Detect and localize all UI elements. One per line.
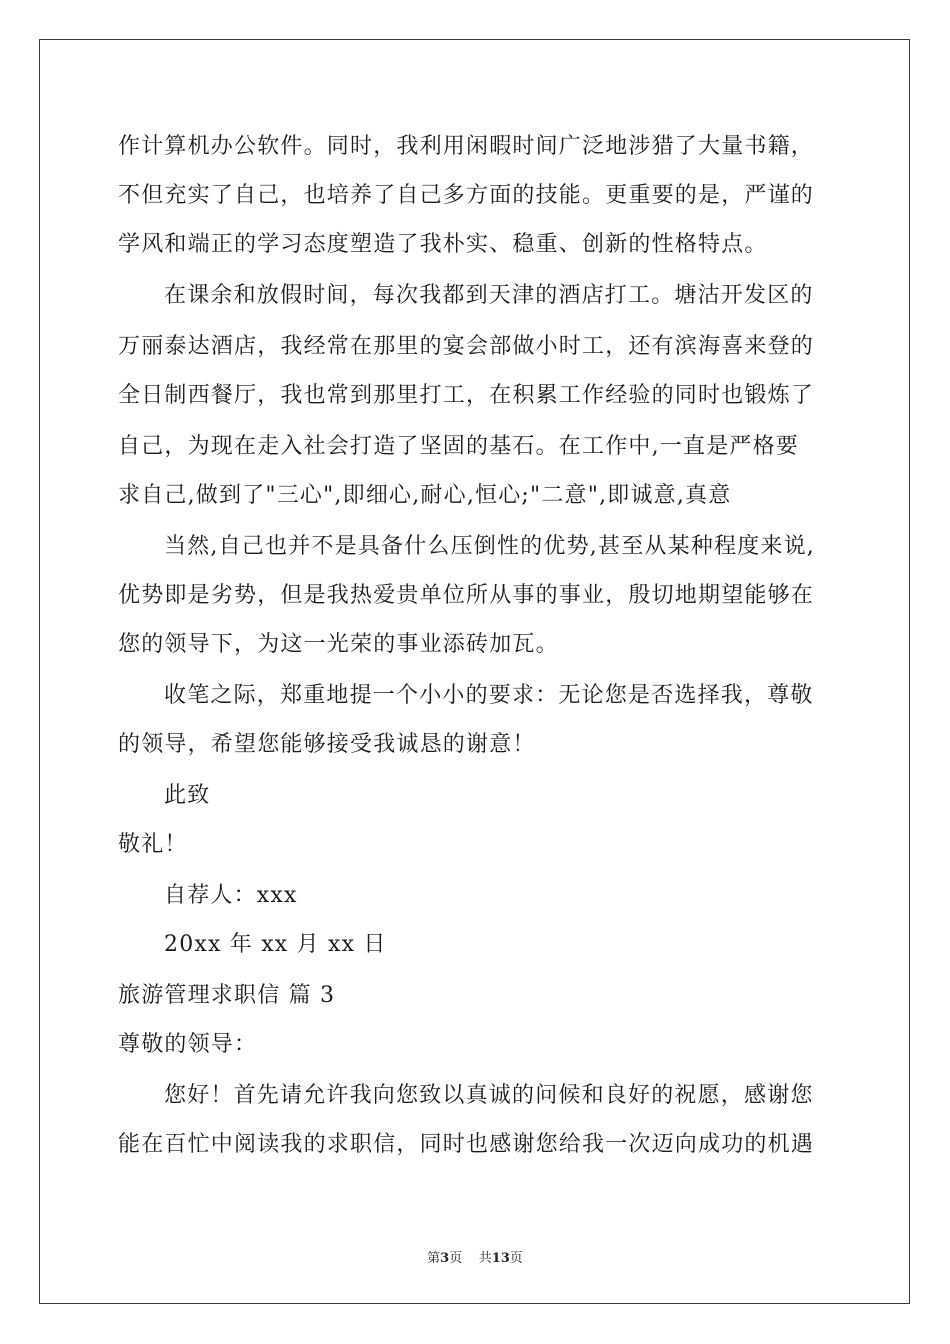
text-line: 全日制西餐厅，我也常到那里打工，在积累工作经验的同时也锻炼了 xyxy=(118,383,815,408)
salutation-line: 此致 xyxy=(164,783,211,808)
footer-mid: 页 共 xyxy=(449,1251,492,1266)
text-line: 收笔之际，郑重地提一个小小的要求：无论您是否选择我，尊敬 xyxy=(164,683,814,708)
page-number: 3 xyxy=(440,1251,450,1266)
text-line: 您的领导下，为这一光荣的事业添砖加瓦。 xyxy=(118,632,559,657)
text-line: 优势即是劣势，但是我热爱贵单位所从事的事业，殷切地期望能够在 xyxy=(118,583,815,608)
signature-line: 自荐人：xxx xyxy=(164,883,298,908)
text-line: 作计算机办公软件。同时，我利用闲暇时间广泛地涉猎了大量书籍， xyxy=(118,134,815,159)
text-line: 自己，为现在走入社会打造了坚固的基石。在工作中,一直是严格要 xyxy=(118,434,799,459)
text-line: 您好！首先请允许我向您致以真诚的问候和良好的祝愿，感谢您 xyxy=(164,1083,814,1108)
page-footer xyxy=(0,1247,950,1266)
text-line: 万丽泰达酒店，我经常在那里的宴会部做小时工，还有滨海喜来登的 xyxy=(118,334,815,359)
text-line: 求自己,做到了"三心",即细心,耐心,恒心;"二意",即诚意,真意 xyxy=(118,483,732,508)
text-line: 学风和端正的学习态度塑造了我朴实、稳重、创新的性格特点。 xyxy=(118,232,768,257)
text-line: 不但充实了自己，也培养了自己多方面的技能。更重要的是，严谨的 xyxy=(118,183,815,208)
page-border xyxy=(39,39,910,1304)
salutation-line: 敬礼！ xyxy=(118,832,188,857)
footer-prefix: 第 xyxy=(427,1251,441,1266)
text-line: 在课余和放假时间，每次我都到天津的酒店打工。塘沽开发区的 xyxy=(164,283,814,308)
text-line: 的领导，希望您能够接受我诚恳的谢意！ xyxy=(118,732,536,757)
section-heading: 旅游管理求职信 篇 3 xyxy=(118,983,336,1008)
text-line: 当然,自己也并不是具备什么压倒性的优势,甚至从某种程度来说, xyxy=(164,534,815,559)
total-pages: 13 xyxy=(491,1251,510,1266)
greeting-line: 尊敬的领导： xyxy=(118,1032,258,1057)
date-line: 20xx 年 xx 月 xx 日 xyxy=(164,932,387,957)
text-line: 能在百忙中阅读我的求职信，同时也感谢您给我一次迈向成功的机遇 xyxy=(118,1132,815,1157)
footer-suffix: 页 xyxy=(509,1251,523,1266)
